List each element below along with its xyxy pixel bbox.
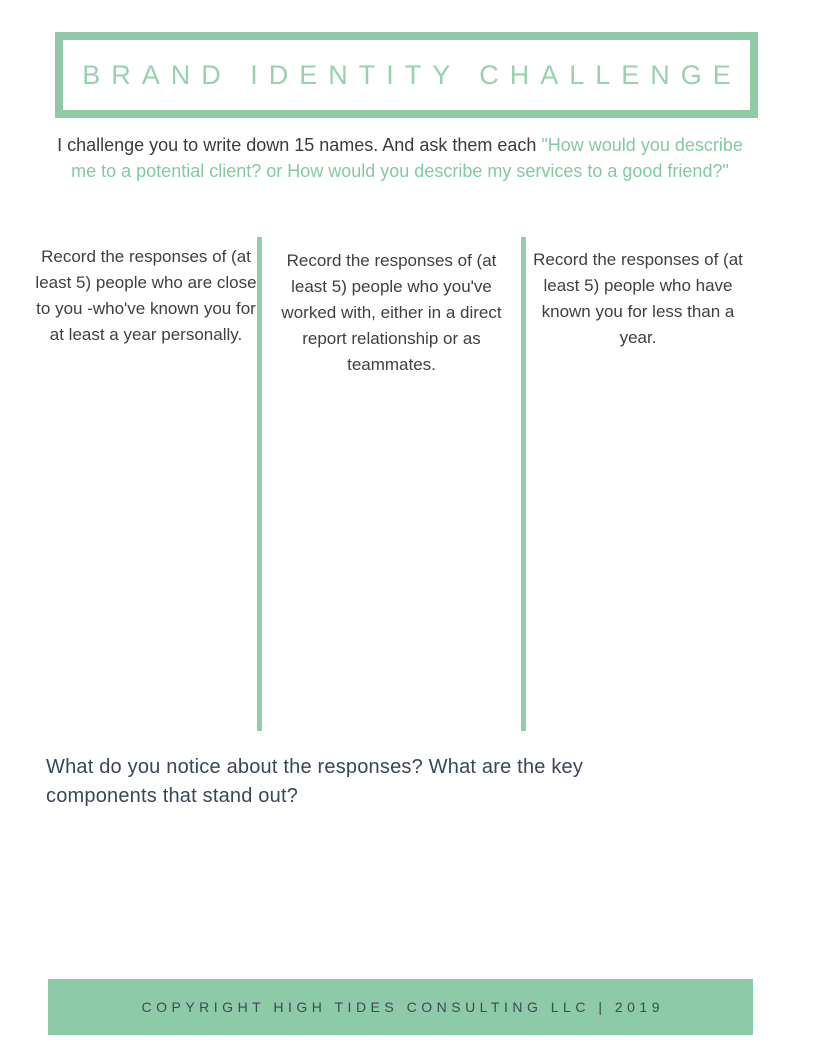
column-prompt: Record the responses of (at least 5) people who you've worked with, either in a direct report relationship or as teammates. — [281, 251, 502, 374]
footer-banner — [48, 979, 753, 1035]
intro-text — [44, 132, 756, 184]
copyright-text: COPYRIGHT HIGH TIDES CONSULTING LLC | 2019 — [141, 999, 664, 1015]
page-title: BRAND IDENTITY CHALLENGE — [82, 59, 742, 90]
column-coworkers — [262, 237, 521, 731]
column-prompt: Record the responses of (at least 5) people who have known you for less than a year. — [533, 250, 743, 347]
column-new-acquaintances — [526, 237, 750, 731]
response-columns — [35, 237, 750, 731]
intro-text-highlight: "How would you describe me to a potential client? or How would you describe my services to a good friend?" — [71, 135, 743, 181]
reflection-question: What do you notice about the responses? What are the key components that stand out? — [46, 756, 584, 807]
column-close-people — [35, 237, 257, 731]
header-banner — [55, 32, 758, 118]
column-prompt: Record the responses of (at least 5) people who are close to you -who've known you for at least a year personally. — [35, 247, 257, 344]
intro-text-plain: I challenge you to write down 15 names. And ask them each — [57, 135, 542, 155]
